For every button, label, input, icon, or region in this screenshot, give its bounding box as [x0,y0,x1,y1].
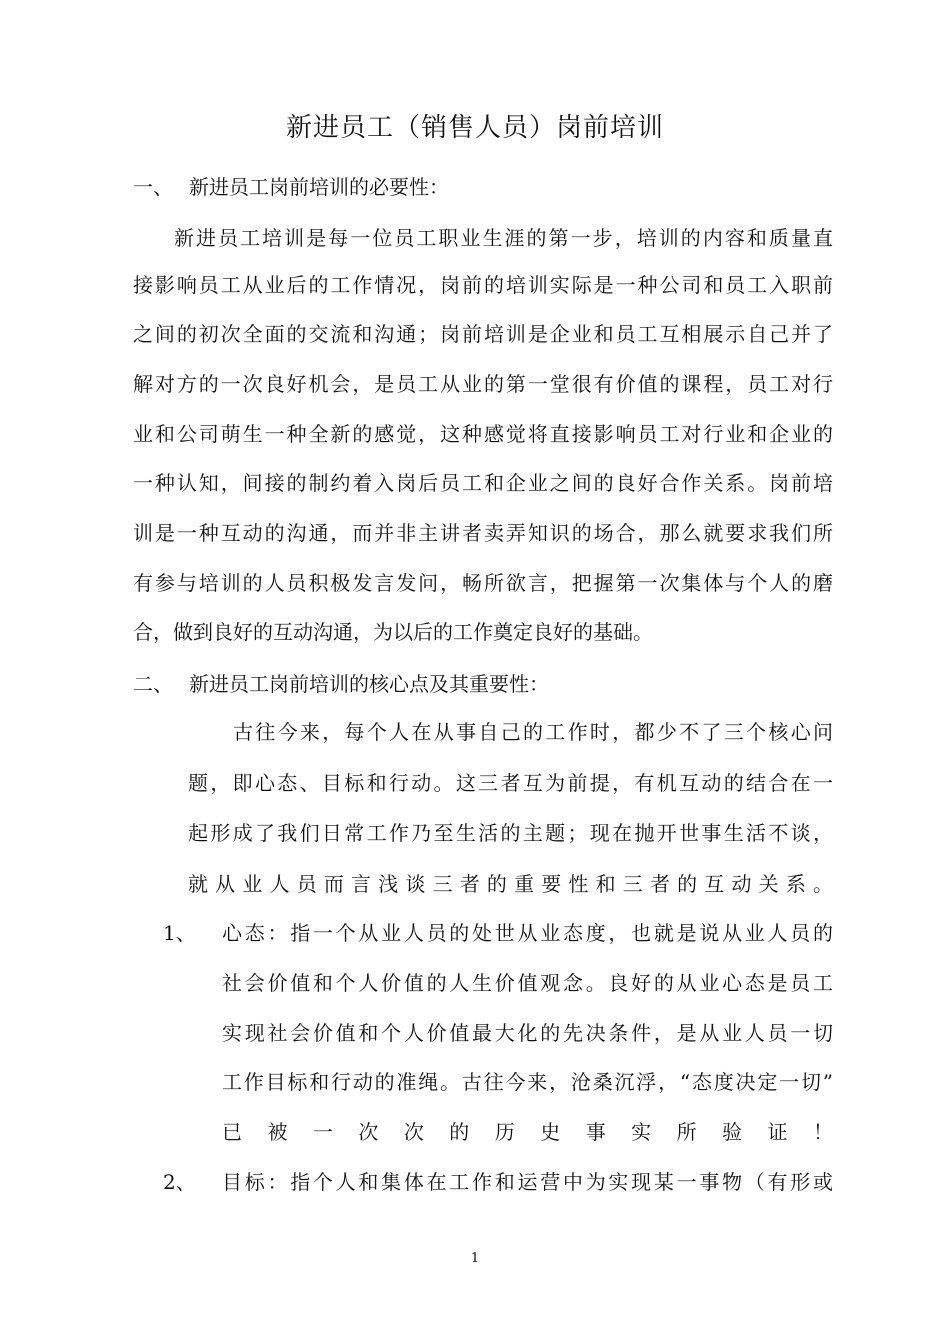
paragraph-line: 新进员工培训是每一位员工职业生涯的第一步，培训的内容和质量直 [174,226,833,250]
section-2-number: 二、 [133,672,173,696]
list-item-2-number: 2、 [163,1170,196,1194]
section-1-heading [133,171,449,203]
list-item-line: 目标：指个人和集体在工作和运营中为实现某一事物（有形或 [222,1170,833,1194]
section-1-title: 新进员工岗前培训的必要性： [189,175,449,199]
list-item-line: 已被一次次的历史事实所验证！ [222,1120,833,1144]
paragraph-line: 古往今来，每个人在从事自己的工作时，都少不了三个核心问 [233,720,833,744]
paragraph-line: 题，即心态、目标和行动。这三者互为前提，有机互动的结合在一 [188,771,833,795]
paragraph-line: 接影响员工从业后的工作情况，岗前的培训实际是一种公司和员工入职前 [133,273,833,297]
page-number: 1 [470,1251,480,1266]
section-2-title: 新进员工岗前培训的核心点及其重要性： [189,672,549,696]
paragraph-line: 一种认知，间接的制约着入岗后员工和企业之间的良好合作关系。岗前培 [133,471,833,495]
paragraph-line: 训是一种互动的沟通，而并非主讲者卖弄知识的场合，那么就要求我们所 [133,521,833,545]
list-item-line: 社会价值和个人价值的人生价值观念。良好的从业心态是员工 [222,971,833,995]
list-item-line: 实现社会价值和个人价值最大化的先决条件，是从业人员一切 [222,1021,833,1045]
document-title: 新进员工（销售人员）岗前培训 [285,113,664,143]
section-1-number: 一、 [133,175,173,199]
paragraph-line: 解对方的一次良好机会，是员工从业的第一堂很有价值的课程，员工对行 [133,372,833,396]
paragraph-line: 就从业人员而言浅谈三者的重要性和三者的互动关系。 [188,872,833,896]
paragraph-line: 合，做到良好的互动沟通，为以后的工作奠定良好的基础。 [133,620,653,644]
list-item-line: 心态：指一个从业人员的处世从业态度，也就是说从业人员的 [222,921,833,945]
paragraph-line: 起形成了我们日常工作乃至生活的主题；现在抛开世事生活不谈， [188,821,833,845]
list-item-1-number: 1、 [163,921,196,945]
paragraph-line: 业和公司萌生一种全新的感觉，这种感觉将直接影响员工对行业和企业的 [133,422,833,446]
section-2-heading [133,668,549,700]
paragraph-line: 之间的初次全面的交流和沟通；岗前培训是企业和员工互相展示自己并了 [133,322,833,346]
list-item-line: 工作目标和行动的准绳。古往今来，沧桑沉浮，“态度决定一切” [222,1070,833,1094]
paragraph-line: 有参与培训的人员积极发言发问，畅所欲言，把握第一次集体与个人的磨 [133,571,833,595]
